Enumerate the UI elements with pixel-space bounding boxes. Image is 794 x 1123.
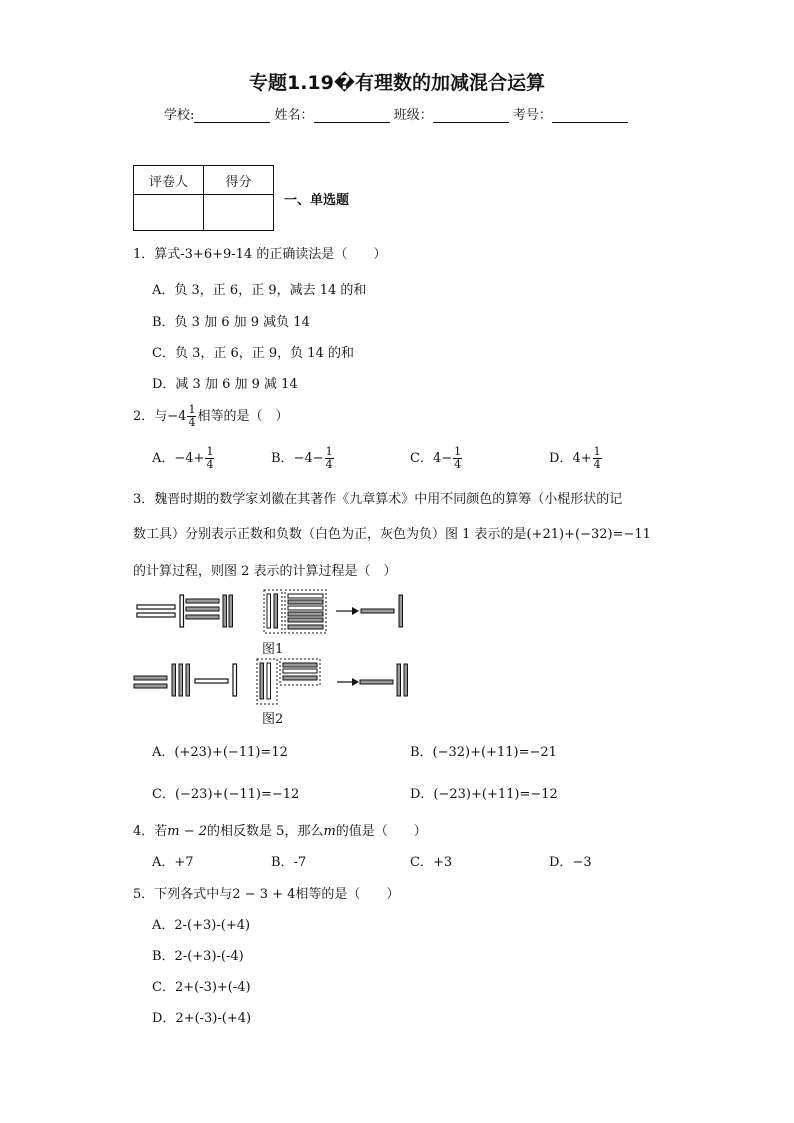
fraction-denominator: 4 xyxy=(206,458,214,471)
q2-stem-post: 相等的是（ ） xyxy=(197,409,289,424)
score-table xyxy=(133,165,274,231)
option-label: A． xyxy=(152,451,175,466)
reviewer-header: 评卷人 xyxy=(134,166,204,195)
fraction-numerator: 1 xyxy=(188,403,196,416)
fraction-numerator: 1 xyxy=(593,445,601,458)
q2-target-fraction xyxy=(187,404,196,429)
number-blank[interactable] xyxy=(552,108,628,123)
q4-stem-c: 的值是（ ） xyxy=(335,824,427,839)
number-label: 考号： xyxy=(512,108,552,123)
option-fraction xyxy=(205,446,214,471)
q3-line1: 3．魏晋时期的数学家刘徽在其著作《九章算术》中用不同颜色的算筹（小棍形状的记 xyxy=(133,492,623,507)
option-label: B． xyxy=(271,451,294,466)
option-label: D． xyxy=(549,451,573,466)
q3-line2-math: (+21)+(−32)=−11 xyxy=(526,527,651,542)
name-label: 姓名： xyxy=(274,108,314,123)
q2-option-c[interactable] xyxy=(410,446,463,471)
q2-target-whole: −4 xyxy=(167,409,187,424)
q5-option-c[interactable]: C．2+(-3)+(-4) xyxy=(152,980,251,995)
q5-option-b[interactable]: B．2-(+3)-(-4) xyxy=(152,949,244,964)
q4-option-d[interactable]: D．−3 xyxy=(549,855,592,870)
q3-option-b[interactable]: B．(−32)+(+11)=−21 xyxy=(410,745,557,760)
fig1-arrow xyxy=(336,607,359,615)
q3-option-a[interactable]: A．(+23)+(−11)=12 xyxy=(152,745,288,760)
school-blank[interactable] xyxy=(194,108,270,123)
figure-1-diagram xyxy=(133,589,413,635)
section-heading: 一、单选题 xyxy=(284,193,350,208)
q3-line2 xyxy=(133,523,651,542)
q2-stem-pre: 2．与 xyxy=(133,409,168,424)
reviewer-cell[interactable] xyxy=(134,195,204,231)
figure-2-caption: 图2 xyxy=(262,712,284,727)
q2-option-d[interactable] xyxy=(549,446,603,471)
q1-option-a[interactable]: A．负 3，正 6，正 9，减去 14 的和 xyxy=(152,283,367,298)
q4-option-b[interactable]: B．-7 xyxy=(271,855,307,870)
q5-stem-b: 相等的是（ ） xyxy=(295,887,400,902)
fig2-white-rods-group xyxy=(195,664,237,696)
q3-option-d[interactable]: D．(−23)+(+11)=−12 xyxy=(410,787,558,802)
option-fraction xyxy=(325,446,334,471)
figure-1-caption: 图1 xyxy=(262,642,284,657)
school-label: 学校: xyxy=(164,108,195,123)
class-label: 班级： xyxy=(393,108,433,123)
score-header: 得分 xyxy=(204,166,274,195)
q3-line2-text: 数工具）分别表示正数和负数（白色为正，灰色为负）图 1 表示的是 xyxy=(133,527,527,542)
q5-option-a[interactable]: A．2-(+3)-(+4) xyxy=(152,918,251,933)
q2-option-a[interactable] xyxy=(152,446,215,471)
score-cell[interactable] xyxy=(204,195,274,231)
q1-option-b[interactable]: B．负 3 加 6 加 9 减负 14 xyxy=(152,315,310,330)
option-expr: −4+ xyxy=(174,451,205,466)
fraction-numerator: 1 xyxy=(325,445,333,458)
q4-option-a[interactable]: A．+7 xyxy=(152,855,194,870)
q2-option-b[interactable] xyxy=(271,446,335,471)
fraction-numerator: 1 xyxy=(454,445,462,458)
option-label: C． xyxy=(410,451,433,466)
q4-stem xyxy=(133,820,427,839)
option-fraction xyxy=(593,446,602,471)
student-info-line xyxy=(164,104,628,123)
option-expr: 4+ xyxy=(572,451,592,466)
fraction-numerator: 1 xyxy=(206,445,214,458)
q5-expression: 2 − 3 + 4 xyxy=(232,887,296,902)
fig1-gray-rods-group xyxy=(186,595,233,627)
fraction-denominator: 4 xyxy=(593,458,601,471)
fraction-denominator: 4 xyxy=(325,458,333,471)
fig2-gray-rods-group xyxy=(134,664,190,696)
fraction-denominator: 4 xyxy=(454,458,462,471)
fraction-denominator: 4 xyxy=(188,416,196,429)
option-expr: −4− xyxy=(293,451,324,466)
fig1-white-rods-group xyxy=(137,595,184,627)
q5-stem-a: 5．下列各式中与 xyxy=(133,887,233,902)
option-expr: 4− xyxy=(432,451,453,466)
fig2-arrow xyxy=(337,678,359,686)
q3-line3: 的计算过程，则图 2 表示的计算过程是（ ） xyxy=(133,564,397,579)
page-title: 专题1.19�有理数的加减混合运算 xyxy=(248,72,546,94)
q1-option-c[interactable]: C．负 3，正 6，正 9，负 14 的和 xyxy=(152,346,354,361)
q3-option-c[interactable]: C．(−23)+(−11)=−12 xyxy=(152,787,300,802)
q4-expression: m − 2 xyxy=(167,824,208,839)
name-blank[interactable] xyxy=(314,108,390,123)
q2-stem xyxy=(133,404,288,429)
option-fraction xyxy=(453,446,462,471)
q4-stem-b: 的相反数是 5，那么 xyxy=(207,824,324,839)
q1-stem: 1．算式-3+6+9-14 的正确读法是（ ） xyxy=(133,247,387,262)
figure-2-diagram xyxy=(133,658,413,706)
class-blank[interactable] xyxy=(433,108,509,123)
q5-stem xyxy=(133,883,399,902)
q4-stem-a: 4．若 xyxy=(133,824,168,839)
q4-variable: m xyxy=(323,824,336,839)
q5-option-d[interactable]: D．2+(-3)-(+4) xyxy=(152,1011,252,1026)
q1-option-d[interactable]: D．减 3 加 6 加 9 减 14 xyxy=(152,377,298,392)
q4-option-c[interactable]: C．+3 xyxy=(410,855,453,870)
